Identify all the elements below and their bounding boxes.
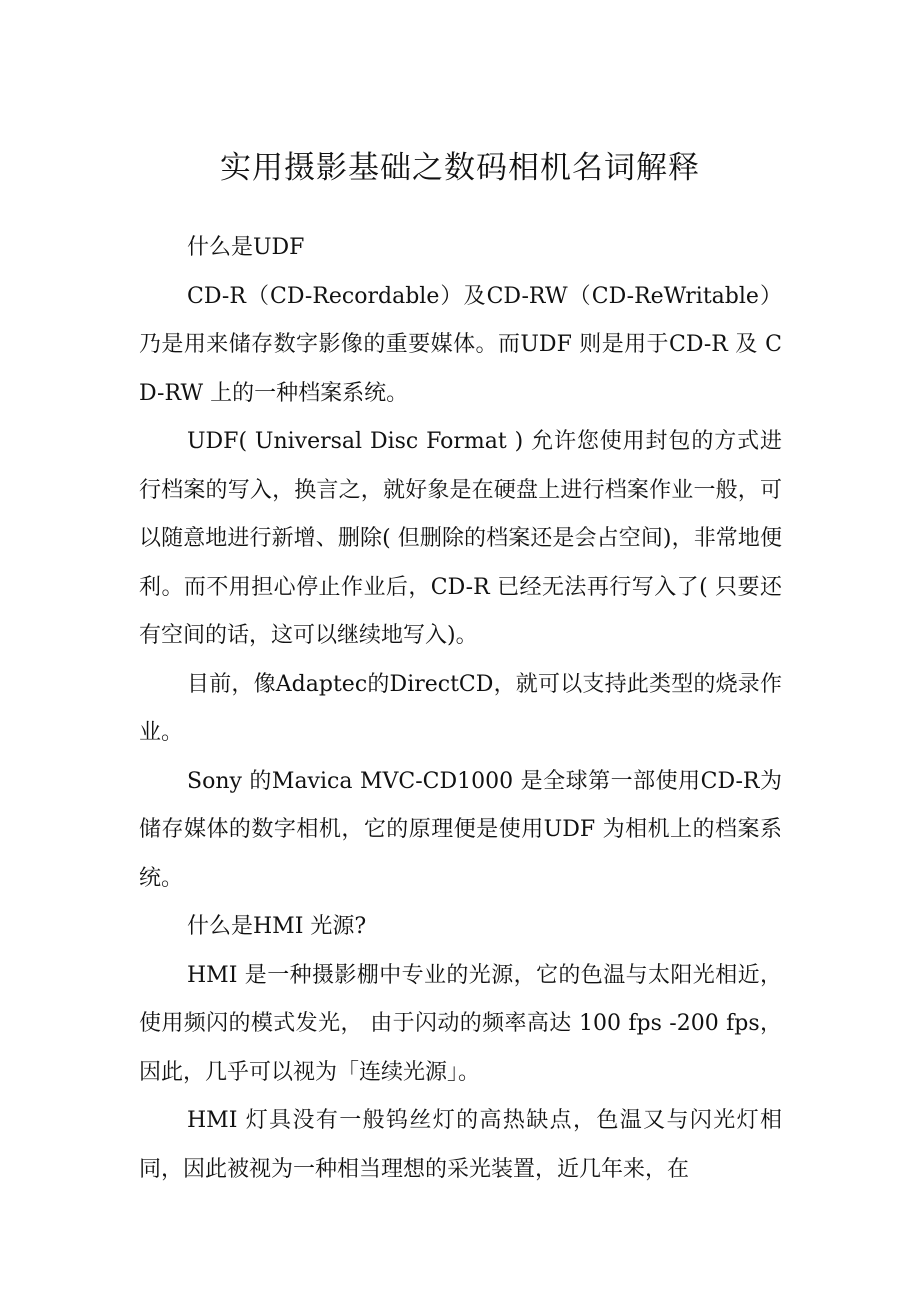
paragraph-directcd: 目前，像Adaptec的DirectCD，就可以支持此类型的烧录作业。 [139, 671, 782, 745]
paragraph-sony-mavica: Sony 的Mavica MVC-CD1000 是全球第一部使用CD-R为储存媒体的数字相机，它的原理便是使用UDF 为相机上的档案系统。 [139, 768, 782, 891]
paragraph-hmi-advantages: HMI 灯具没有一般钨丝灯的高热缺点，色温又与闪光灯相同，因此被视为一种相当理想的采光装置，近几年来，在 [139, 1108, 782, 1182]
document-body [139, 224, 782, 1194]
paragraph-hmi-question: 什么是HMI 光源? [187, 914, 367, 939]
page-title: 实用摄影基础之数码相机名词解释 [220, 150, 700, 186]
paragraph-udf-format: UDF( Universal Disc Format ) 允许您使用封包的方式进行档案的写入，换言之，就好象是在硬盘上进行档案作业一般，可以随意地进行新增、删除( 但删除的档案还是会占空间)，非常地便利。而不用担心停止作业后，CD-R 已经无法再行写入了( 只要还有空间的话，这可以继续地写入)。 [139, 429, 782, 648]
paragraph-udf-question: 什么是UDF [187, 235, 305, 260]
paragraph-cd-media: CD-R（CD-Recordable）及CD-RW（CD-ReWritable）乃是用来储存数字影像的重要媒体。而UDF 则是用于CD-R 及 CD-RW 上的一种档案系统。 [139, 283, 782, 406]
paragraph-hmi-description: HMI 是一种摄影棚中专业的光源，它的色温与太阳光相近， 使用频闪的模式发光， 由于闪动的频率高达 100 fps -200 fps，因此，几乎可以视为「连续光源」。 [139, 962, 782, 1085]
